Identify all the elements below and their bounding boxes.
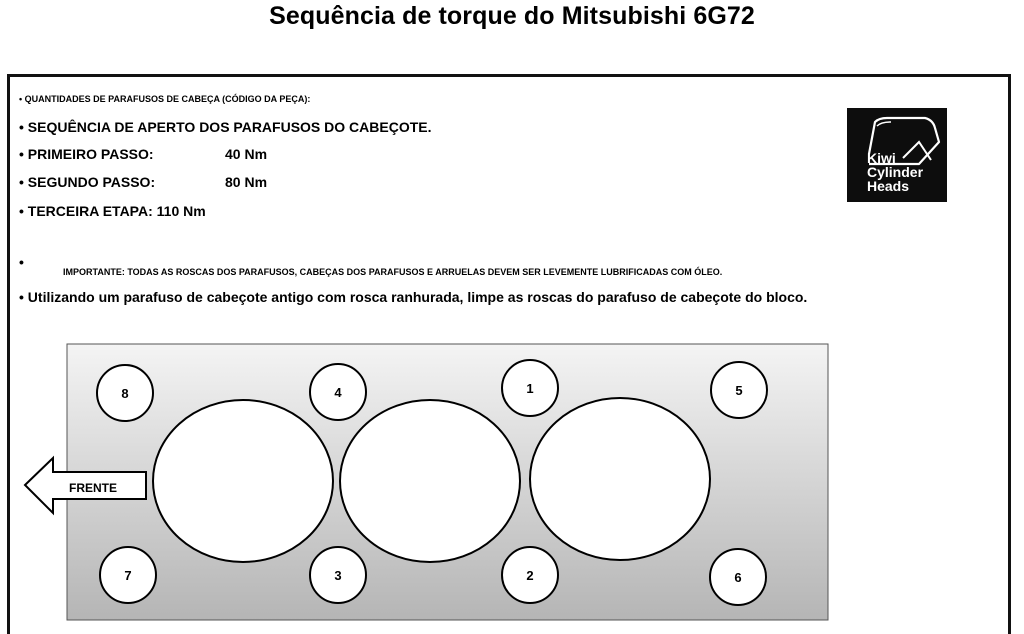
bolt-3: [310, 547, 366, 603]
sequence-line: • SEQUÊNCIA DE APERTO DOS PARAFUSOS DO CABEÇOTE.: [19, 119, 432, 135]
logo-line-2: Cylinder: [867, 164, 924, 180]
bolt-7-label: 7: [124, 568, 132, 583]
step2-label: • SEGUNDO PASSO:: [19, 174, 156, 190]
cleaning-line: • Utilizando um parafuso de cabeçote antigo com rosca ranhurada, limpe as roscas do parafuso de cabeçote do bloco.: [19, 289, 808, 305]
step3-line: • TERCEIRA ETAPA: 110 Nm: [19, 203, 206, 219]
bolt-2-label: 2: [526, 568, 534, 583]
important-line: IMPORTANTE: TODAS AS ROSCAS DOS PARAFUSOS, CABEÇAS DOS PARAFUSOS E ARRUELAS DEVEM SER LEVEMENTE LUBRIFICADAS COM ÓLEO.: [63, 267, 723, 277]
bolt-8-label: 8: [121, 386, 129, 401]
bolt-3-label: 3: [334, 568, 342, 583]
bolt-4: [310, 364, 366, 420]
logo-line-3: Heads: [867, 178, 910, 194]
bolt-2: [502, 547, 558, 603]
cylinder-bore-1: [153, 400, 333, 562]
bolt-7: [100, 547, 156, 603]
bolt-1-label: 1: [526, 381, 534, 396]
cylinder-bore-3: [530, 398, 710, 560]
quantities-line: • QUANTIDADES DE PARAFUSOS DE CABEÇA (CÓDIGO DA PEÇA):: [19, 94, 311, 104]
cylinder-bore-2: [340, 400, 520, 562]
logo-line-1: Kiwi: [867, 150, 896, 166]
step1-value: 40 Nm: [225, 146, 268, 162]
bolt-6-label: 6: [734, 570, 742, 585]
bolt-8: [97, 365, 153, 421]
step1-label: • PRIMEIRO PASSO:: [19, 146, 154, 162]
bullet-marker: •: [19, 254, 24, 270]
bolt-5-label: 5: [735, 383, 743, 398]
page-title: Sequência de torque do Mitsubishi 6G72: [269, 2, 755, 30]
bolt-1: [502, 360, 558, 416]
front-arrow-label: FRENTE: [69, 481, 117, 495]
bolt-5: [711, 362, 767, 418]
bolt-4-label: 4: [334, 385, 342, 400]
bolt-6: [710, 549, 766, 605]
step2-value: 80 Nm: [225, 174, 268, 190]
